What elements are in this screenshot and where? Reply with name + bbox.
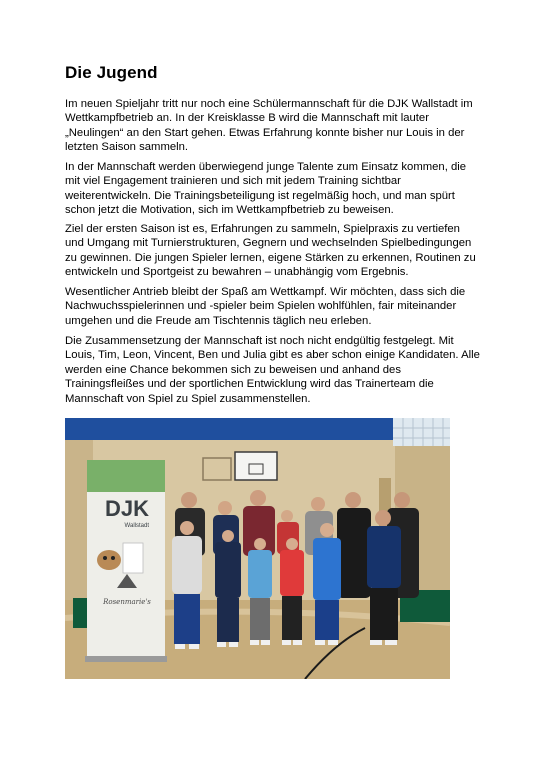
banner-logo-sub: Wallstadt (124, 523, 149, 529)
paragraph-5: Die Zusammensetzung der Mannschaft ist noch nicht endgültig festgelegt. Mit Louis, Tim, Leon, Vincent, Ben und Julia gibt es aber schon einige Kandidaten. Alle werden eine Chance bekommen sich zu beweisen und anhand des Trainingsfleißes und der sportlichen Entwicklung wird das Trainerteam die Mannschaft von Spiel zu Spiel zusammenstellen. (65, 335, 480, 405)
banner-logo: DJK (104, 496, 150, 521)
banner-sponsor: Rosenmarie's (103, 598, 151, 606)
page-title: Die Jugend (65, 63, 158, 82)
team-photo (65, 418, 450, 679)
paragraph-3: Ziel der ersten Saison ist es, Erfahrungen zu sammeln, Spielpraxis zu vertiefen und Umgang mit Turnierstrukturen, Gegnern und wechselnden Spielbedingungen zu gewinnen. Die jungen Spieler lernen, eigene Stärken zu erkennen, Routinen zu entwickeln und Sportgeist zu bewahren – unabhängig vom Ergebnis. (65, 223, 476, 279)
paragraph-2: In der Mannschaft werden überwiegend junge Talente zum Einsatz kommen, die mit viel Engagement trainieren und sich mit jedem Training sichtbar weiterentwickeln. Die Trainingsbeteiligung ist regelmäßig hoch, und man spürt schon jetzt die Motivation, sich im Wettkampfbetrieb zu beweisen. (65, 161, 467, 217)
paragraph-1: Im neuen Spieljahr tritt nur noch eine Schülermannschaft für die DJK Wallstadt im Wettkampfbetrieb an. In der Kreisklasse B wird die Mannschaft mit lauter „Neulingen“ an den Start gehen. Etwas Erfahrung konnte bisher nur Louis in der letzten Saison sammeln. (65, 98, 473, 154)
paragraph-4: Wesentlicher Antrieb bleibt der Spaß am Wettkampf. Wir möchten, dass sich die Nachwuchsspielerinnen und -spieler beim Spielen wohlfühlen, fair miteinander umgehen und die Freude am Tischtennis täglich neu erleben. (65, 286, 466, 327)
